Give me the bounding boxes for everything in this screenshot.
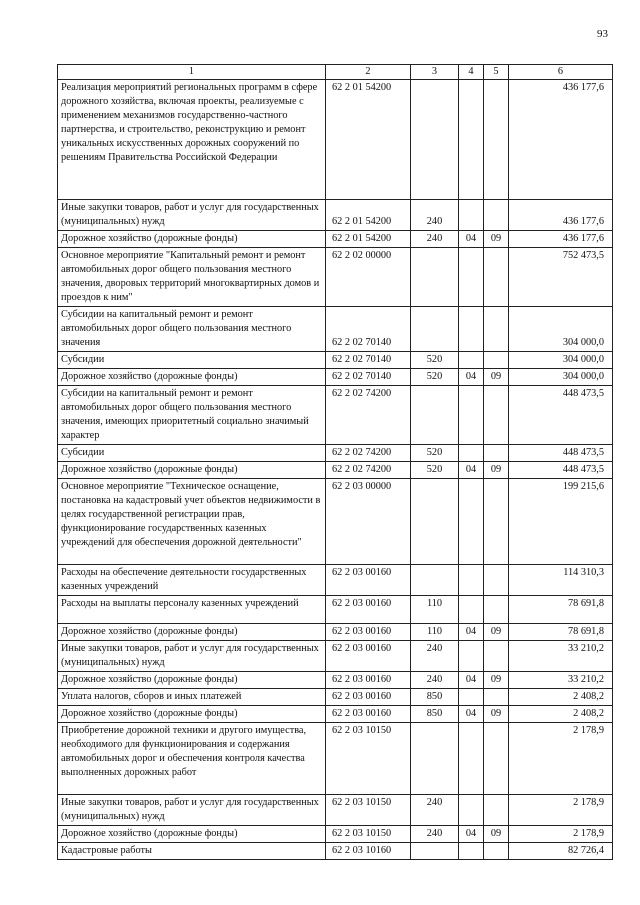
amount-cell: 2 408,2 <box>509 706 613 723</box>
target-code-cell: 62 2 03 00160 <box>326 672 411 689</box>
subsection-cell <box>484 565 509 596</box>
target-code-cell: 62 2 01 54200 <box>326 200 411 231</box>
amount-cell: 78 691,8 <box>509 596 613 624</box>
page-number: 93 <box>597 28 608 40</box>
expense-name-cell: Иные закупки товаров, работ и услуг для государственных (муниципальных) нужд <box>58 641 326 672</box>
table-row <box>58 369 613 386</box>
expense-name-cell: Реализация мероприятий региональных программ в сфере дорожного хозяйства, включая проекты, реализуемые с применением механизмов государственно-частного партнерства, и строительство, реконструкцию и ремонт уникальных искусственных дорожных сооружений по решениям Правительства Российской Федерации <box>58 80 326 200</box>
expense-type-cell <box>411 723 459 795</box>
header-row <box>58 65 613 80</box>
subsection-cell <box>484 80 509 200</box>
expense-name-cell: Дорожное хозяйство (дорожные фонды) <box>58 369 326 386</box>
target-code-cell: 62 2 03 00000 <box>326 479 411 565</box>
expense-name-cell: Иные закупки товаров, работ и услуг для государственных (муниципальных) нужд <box>58 200 326 231</box>
table-row <box>58 843 613 860</box>
amount-cell: 2 178,9 <box>509 795 613 826</box>
expense-name-cell: Субсидии <box>58 352 326 369</box>
section-cell: 04 <box>459 231 484 248</box>
target-code-cell: 62 2 03 00160 <box>326 596 411 624</box>
table-row <box>58 795 613 826</box>
amount-cell: 2 178,9 <box>509 723 613 795</box>
amount-cell: 82 726,4 <box>509 843 613 860</box>
expense-name-cell: Дорожное хозяйство (дорожные фонды) <box>58 624 326 641</box>
expense-name-cell: Дорожное хозяйство (дорожные фонды) <box>58 826 326 843</box>
subsection-cell <box>484 479 509 565</box>
expense-type-cell: 240 <box>411 826 459 843</box>
amount-cell: 752 473,5 <box>509 248 613 307</box>
section-cell <box>459 248 484 307</box>
subsection-cell <box>484 200 509 231</box>
table-row <box>58 386 613 445</box>
expense-type-cell <box>411 307 459 352</box>
section-cell <box>459 689 484 706</box>
target-code-cell: 62 2 01 54200 <box>326 80 411 200</box>
target-code-cell: 62 2 02 74200 <box>326 386 411 445</box>
subsection-cell <box>484 843 509 860</box>
expense-name-cell: Дорожное хозяйство (дорожные фонды) <box>58 231 326 248</box>
expense-name-cell: Основное мероприятие "Техническое оснащение, постановка на кадастровый учет объектов недвижимости в целях государственной регистрации прав, функционирование государственных казенных учреждений для обеспечения дорожной деятельности" <box>58 479 326 565</box>
expense-name-cell: Иные закупки товаров, работ и услуг для государственных (муниципальных) нужд <box>58 795 326 826</box>
target-code-cell: 62 2 03 10150 <box>326 826 411 843</box>
header-cell: 1 <box>58 65 326 80</box>
expense-type-cell: 520 <box>411 352 459 369</box>
section-cell <box>459 843 484 860</box>
subsection-cell <box>484 641 509 672</box>
table-row <box>58 445 613 462</box>
section-cell <box>459 479 484 565</box>
amount-cell: 304 000,0 <box>509 369 613 386</box>
expense-name-cell: Приобретение дорожной техники и другого имущества, необходимого для функционирования и содержания автомобильных дорог и обеспечения контроля качества выполненных дорожных работ <box>58 723 326 795</box>
expense-name-cell: Основное мероприятие "Капитальный ремонт и ремонт автомобильных дорог общего пользования местного значения, дворовых территорий многоквартирных домов и проездов к ним" <box>58 248 326 307</box>
amount-cell: 304 000,0 <box>509 307 613 352</box>
table-row <box>58 352 613 369</box>
expense-name-cell: Дорожное хозяйство (дорожные фонды) <box>58 672 326 689</box>
expense-name-cell: Субсидии на капитальный ремонт и ремонт автомобильных дорог общего пользования местного значения <box>58 307 326 352</box>
header-cell: 6 <box>509 65 613 80</box>
target-code-cell: 62 2 03 00160 <box>326 565 411 596</box>
section-cell <box>459 386 484 445</box>
subsection-cell: 09 <box>484 706 509 723</box>
section-cell <box>459 445 484 462</box>
table-row <box>58 641 613 672</box>
target-code-cell: 62 2 03 10150 <box>326 723 411 795</box>
table-row <box>58 565 613 596</box>
expense-name-cell: Уплата налогов, сборов и иных платежей <box>58 689 326 706</box>
expense-type-cell: 850 <box>411 689 459 706</box>
subsection-cell <box>484 307 509 352</box>
amount-cell: 199 215,6 <box>509 479 613 565</box>
target-code-cell: 62 2 03 10150 <box>326 795 411 826</box>
table-row <box>58 826 613 843</box>
target-code-cell: 62 2 03 00160 <box>326 624 411 641</box>
header-cell: 4 <box>459 65 484 80</box>
target-code-cell: 62 2 02 74200 <box>326 462 411 479</box>
expense-name-cell: Расходы на обеспечение деятельности государственных казенных учреждений <box>58 565 326 596</box>
subsection-cell <box>484 689 509 706</box>
expense-type-cell: 240 <box>411 795 459 826</box>
table-row <box>58 231 613 248</box>
amount-cell: 114 310,3 <box>509 565 613 596</box>
amount-cell: 448 473,5 <box>509 386 613 445</box>
expense-type-cell: 520 <box>411 369 459 386</box>
amount-cell: 448 473,5 <box>509 462 613 479</box>
section-cell <box>459 200 484 231</box>
expense-type-cell <box>411 386 459 445</box>
table-row <box>58 80 613 200</box>
amount-cell: 2 408,2 <box>509 689 613 706</box>
expense-name-cell: Субсидии <box>58 445 326 462</box>
amount-cell: 304 000,0 <box>509 352 613 369</box>
expense-name-cell: Расходы на выплаты персоналу казенных учреждений <box>58 596 326 624</box>
subsection-cell <box>484 352 509 369</box>
subsection-cell: 09 <box>484 369 509 386</box>
subsection-cell: 09 <box>484 672 509 689</box>
expense-type-cell <box>411 80 459 200</box>
subsection-cell <box>484 445 509 462</box>
budget-table <box>57 64 613 860</box>
expense-type-cell <box>411 479 459 565</box>
expense-type-cell <box>411 248 459 307</box>
table-row <box>58 624 613 641</box>
table-row <box>58 307 613 352</box>
amount-cell: 436 177,6 <box>509 80 613 200</box>
amount-cell: 78 691,8 <box>509 624 613 641</box>
table-row <box>58 479 613 565</box>
expense-type-cell: 110 <box>411 596 459 624</box>
subsection-cell: 09 <box>484 231 509 248</box>
target-code-cell: 62 2 02 70140 <box>326 352 411 369</box>
target-code-cell: 62 2 02 74200 <box>326 445 411 462</box>
expense-name-cell: Кадастровые работы <box>58 843 326 860</box>
table-row <box>58 596 613 624</box>
expense-name-cell: Субсидии на капитальный ремонт и ремонт автомобильных дорог общего пользования местного значения, имеющих приоритетный социально значимый характер <box>58 386 326 445</box>
header-cell: 2 <box>326 65 411 80</box>
section-cell: 04 <box>459 706 484 723</box>
target-code-cell: 62 2 02 00000 <box>326 248 411 307</box>
table-row <box>58 723 613 795</box>
subsection-cell <box>484 596 509 624</box>
amount-cell: 2 178,9 <box>509 826 613 843</box>
section-cell: 04 <box>459 624 484 641</box>
expense-type-cell: 520 <box>411 462 459 479</box>
expense-name-cell: Дорожное хозяйство (дорожные фонды) <box>58 706 326 723</box>
section-cell <box>459 80 484 200</box>
expense-type-cell <box>411 843 459 860</box>
target-code-cell: 62 2 02 70140 <box>326 307 411 352</box>
subsection-cell: 09 <box>484 826 509 843</box>
subsection-cell <box>484 795 509 826</box>
section-cell: 04 <box>459 826 484 843</box>
expense-type-cell: 850 <box>411 706 459 723</box>
target-code-cell: 62 2 01 54200 <box>326 231 411 248</box>
expense-type-cell: 240 <box>411 672 459 689</box>
table-row <box>58 248 613 307</box>
header-cell: 5 <box>484 65 509 80</box>
amount-cell: 448 473,5 <box>509 445 613 462</box>
section-cell: 04 <box>459 462 484 479</box>
subsection-cell <box>484 386 509 445</box>
header-cell: 3 <box>411 65 459 80</box>
section-cell: 04 <box>459 672 484 689</box>
table-row <box>58 462 613 479</box>
expense-type-cell <box>411 565 459 596</box>
subsection-cell: 09 <box>484 462 509 479</box>
target-code-cell: 62 2 03 00160 <box>326 706 411 723</box>
section-cell: 04 <box>459 369 484 386</box>
expense-name-cell: Дорожное хозяйство (дорожные фонды) <box>58 462 326 479</box>
section-cell <box>459 307 484 352</box>
section-cell <box>459 641 484 672</box>
table-row <box>58 689 613 706</box>
amount-cell: 33 210,2 <box>509 641 613 672</box>
target-code-cell: 62 2 03 00160 <box>326 689 411 706</box>
section-cell <box>459 723 484 795</box>
amount-cell: 436 177,6 <box>509 200 613 231</box>
target-code-cell: 62 2 03 10160 <box>326 843 411 860</box>
table-row <box>58 706 613 723</box>
subsection-cell: 09 <box>484 624 509 641</box>
subsection-cell <box>484 248 509 307</box>
table-row <box>58 672 613 689</box>
subsection-cell <box>484 723 509 795</box>
expense-type-cell: 520 <box>411 445 459 462</box>
section-cell <box>459 596 484 624</box>
table-row <box>58 200 613 231</box>
target-code-cell: 62 2 03 00160 <box>326 641 411 672</box>
expense-type-cell: 110 <box>411 624 459 641</box>
expense-type-cell: 240 <box>411 200 459 231</box>
expense-type-cell: 240 <box>411 641 459 672</box>
section-cell <box>459 352 484 369</box>
expense-type-cell: 240 <box>411 231 459 248</box>
amount-cell: 33 210,2 <box>509 672 613 689</box>
target-code-cell: 62 2 02 70140 <box>326 369 411 386</box>
section-cell <box>459 565 484 596</box>
amount-cell: 436 177,6 <box>509 231 613 248</box>
section-cell <box>459 795 484 826</box>
